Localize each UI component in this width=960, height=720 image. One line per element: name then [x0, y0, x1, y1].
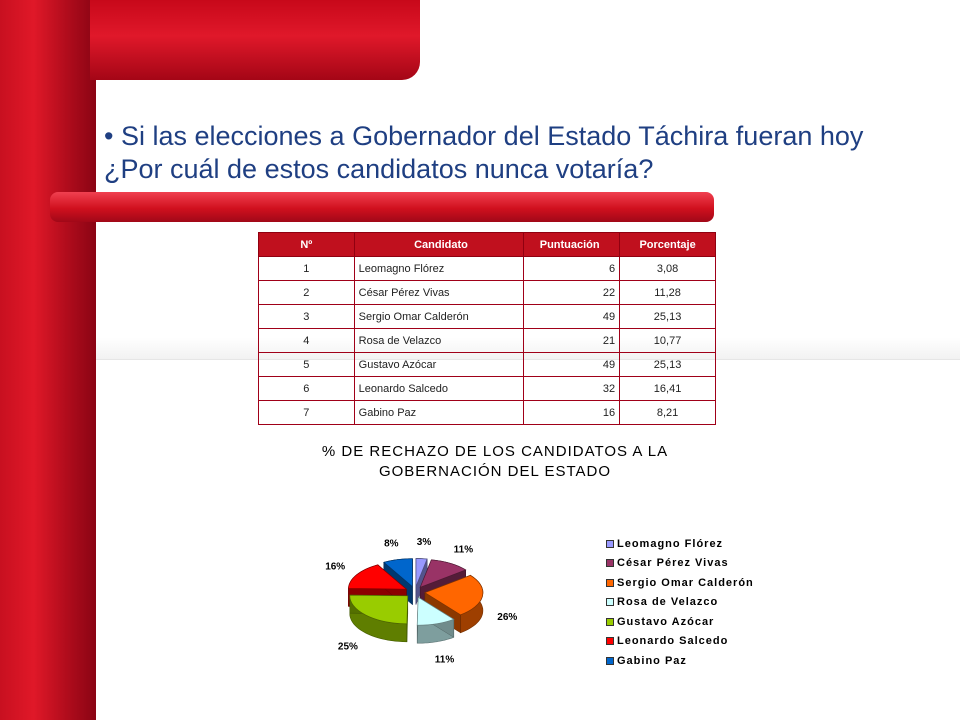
- legend-swatch: [606, 657, 614, 665]
- pie-chart: [290, 520, 590, 670]
- legend-label: Leomagno Flórez: [617, 537, 724, 550]
- cell-score: 22: [524, 281, 620, 305]
- pie-data-label: 25%: [337, 641, 358, 653]
- legend-label: Rosa de Velazco: [617, 596, 719, 609]
- cell-number: 5: [259, 353, 355, 377]
- cell-candidate: Gustavo Azócar: [354, 353, 524, 377]
- cell-number: 3: [259, 305, 355, 329]
- cell-number: 2: [259, 281, 355, 305]
- pie-data-label: 11%: [453, 544, 474, 556]
- pie-data-label: 3%: [416, 537, 432, 549]
- table-row: [259, 305, 716, 329]
- legend-label: Gabino Paz: [617, 654, 687, 667]
- legend-item: [606, 632, 754, 652]
- cell-score: 21: [524, 329, 620, 353]
- cell-percentage: 16,41: [620, 377, 716, 401]
- pie-data-label: 11%: [434, 654, 455, 666]
- legend-item: [606, 573, 754, 593]
- cell-candidate: César Pérez Vivas: [354, 281, 524, 305]
- legend-item: [606, 554, 754, 574]
- header-number: Nº: [259, 233, 355, 257]
- legend-label: César Pérez Vivas: [617, 557, 729, 570]
- table-row: [259, 377, 716, 401]
- legend-item: [606, 593, 754, 613]
- legend-item: [606, 534, 754, 554]
- legend-swatch: [606, 559, 614, 567]
- chart-legend: [606, 534, 754, 671]
- title-underline-bar: [50, 192, 714, 222]
- pie-data-label: 16%: [325, 561, 346, 573]
- chart-title-line-1: % DE RECHAZO DE LOS CANDIDATOS A LA: [321, 443, 669, 460]
- table-row: [259, 329, 716, 353]
- cell-candidate: Sergio Omar Calderón: [354, 305, 524, 329]
- cell-score: 6: [524, 257, 620, 281]
- header-candidate: Candidato: [354, 233, 524, 257]
- cell-candidate: Leonardo Salcedo: [354, 377, 524, 401]
- cell-percentage: 10,77: [620, 329, 716, 353]
- cell-percentage: 25,13: [620, 305, 716, 329]
- cell-number: 1: [259, 257, 355, 281]
- legend-label: Sergio Omar Calderón: [617, 576, 754, 589]
- legend-item: [606, 651, 754, 671]
- cell-number: 7: [259, 401, 355, 425]
- left-red-bar: [0, 0, 96, 720]
- table-row: [259, 401, 716, 425]
- cell-score: 49: [524, 353, 620, 377]
- legend-swatch: [606, 637, 614, 645]
- top-red-bar: [90, 0, 420, 80]
- chart-title-line-2: GOBERNACIÓN DEL ESTADO: [378, 463, 612, 480]
- header-percentage: Porcentaje: [620, 233, 716, 257]
- header-score: Puntuación: [524, 233, 620, 257]
- legend-item: [606, 612, 754, 632]
- pie-data-label: 8%: [384, 538, 399, 550]
- cell-score: 16: [524, 401, 620, 425]
- slide-question: • Si las elecciones a Gobernador del Estado Táchira fueran hoy ¿Por cuál de estos candidatos nunca votaría?: [104, 121, 864, 184]
- legend-swatch: [606, 540, 614, 548]
- cell-percentage: 3,08: [620, 257, 716, 281]
- pie-data-label: 26%: [497, 612, 518, 624]
- cell-percentage: 25,13: [620, 353, 716, 377]
- cell-number: 6: [259, 377, 355, 401]
- table-row: [259, 353, 716, 377]
- legend-swatch: [606, 618, 614, 626]
- cell-candidate: Leomagno Flórez: [354, 257, 524, 281]
- cell-number: 4: [259, 329, 355, 353]
- cell-percentage: 11,28: [620, 281, 716, 305]
- cell-score: 32: [524, 377, 620, 401]
- legend-swatch: [606, 598, 614, 606]
- cell-candidate: Gabino Paz: [354, 401, 524, 425]
- legend-label: Leonardo Salcedo: [617, 635, 729, 648]
- table-header-row: [259, 233, 716, 257]
- cell-score: 49: [524, 305, 620, 329]
- legend-label: Gustavo Azócar: [617, 615, 715, 628]
- chart-title: [290, 442, 700, 482]
- legend-swatch: [606, 579, 614, 587]
- cell-candidate: Rosa de Velazco: [354, 329, 524, 353]
- table-row: [259, 281, 716, 305]
- results-table: [258, 232, 716, 425]
- table-row: [259, 257, 716, 281]
- cell-percentage: 8,21: [620, 401, 716, 425]
